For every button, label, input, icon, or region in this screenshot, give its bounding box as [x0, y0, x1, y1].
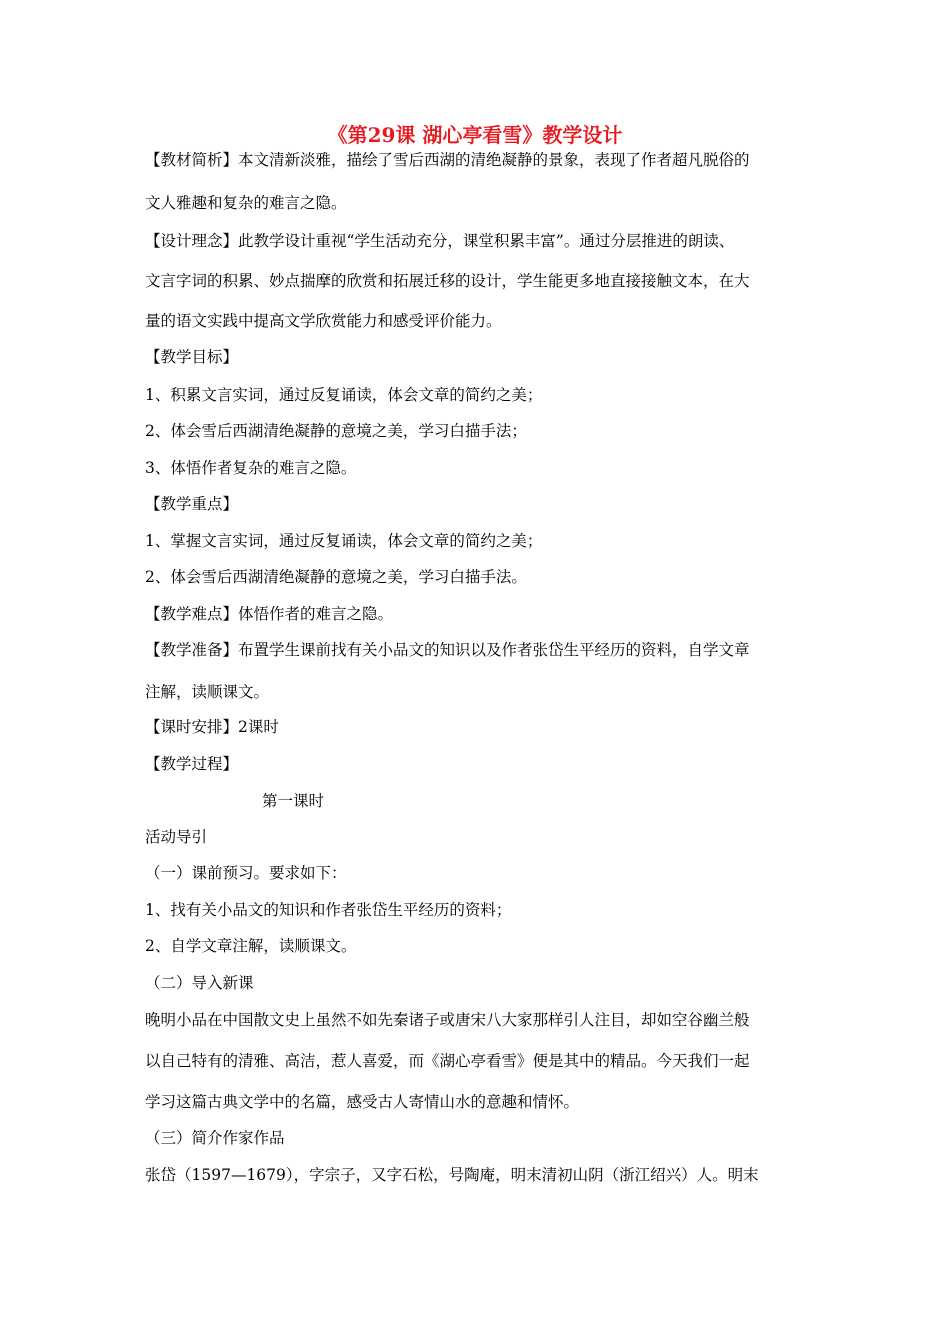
paragraph-line: （二）导入新课 [145, 974, 254, 992]
list-item: 2、体会雪后西湖清绝凝静的意境之美，学习白描手法； [145, 422, 527, 440]
list-item: 3、体悟作者复杂的难言之隐。 [145, 459, 357, 477]
lesson-heading: 第一课时 [262, 792, 325, 810]
section-heading: 【教学过程】 [145, 755, 239, 773]
paragraph-line: 以自己特有的清雅、高洁，惹人喜爱，而《湖心亭看雪》便是其中的精品。今天我们一起 [145, 1052, 750, 1070]
paragraph-line: （一）课前预习。要求如下： [145, 864, 347, 882]
list-item: 1、掌握文言实词，通过反复诵读，体会文章的简约之美； [145, 532, 543, 550]
section-heading: 【教学目标】 [145, 348, 239, 366]
paragraph-line: 晚明小品在中国散文史上虽然不如先秦诸子或唐宋八大家那样引人注目，却如空谷幽兰般 [145, 1011, 750, 1029]
paragraph-line: 文言字词的积累、妙点揣摩的欣赏和拓展迁移的设计，学生能更多地直接接触文本，在大 [145, 272, 750, 290]
paragraph-line: 文人雅趣和复杂的难言之隐。 [145, 194, 347, 212]
document-title: 《第29课 湖心亭看雪》教学设计 [327, 123, 623, 147]
paragraph-line: 【教学难点】体悟作者的难言之隐。 [145, 605, 394, 623]
paragraph-line: 【教材简析】本文清新淡雅，描绘了雪后西湖的清绝凝静的景象，表现了作者超凡脱俗的 [145, 151, 750, 169]
paragraph-line: 量的语文实践中提高文学欣赏能力和感受评价能力。 [145, 312, 502, 330]
paragraph-line: 【设计理念】此教学设计重视“学生活动充分，课堂积累丰富”。通过分层推进的朗读、 [145, 232, 735, 250]
paragraph-line: 张岱（1597—1679），字宗子，又字石松，号陶庵，明末清初山阴（浙江绍兴）人。明末 [145, 1166, 759, 1184]
list-item: 1、积累文言实词，通过反复诵读，体会文章的简约之美； [145, 386, 543, 404]
paragraph-line: 学习这篇古典文学中的名篇，感受古人寄情山水的意趣和情怀。 [145, 1093, 580, 1111]
paragraph-line: （三）简介作家作品 [145, 1129, 285, 1147]
paragraph-line: 活动导引 [145, 828, 208, 846]
list-item: 2、自学文章注解，读顺课文。 [145, 937, 357, 955]
paragraph-line: 【课时安排】2课时 [145, 718, 279, 736]
section-heading: 【教学重点】 [145, 495, 239, 513]
list-item: 2、体会雪后西湖清绝凝静的意境之美，学习白描手法。 [145, 568, 527, 586]
paragraph-line: 【教学准备】布置学生课前找有关小品文的知识以及作者张岱生平经历的资料，自学文章 [145, 641, 750, 659]
list-item: 1、找有关小品文的知识和作者张岱生平经历的资料； [145, 901, 512, 919]
paragraph-line: 注解，读顺课文。 [145, 683, 270, 701]
